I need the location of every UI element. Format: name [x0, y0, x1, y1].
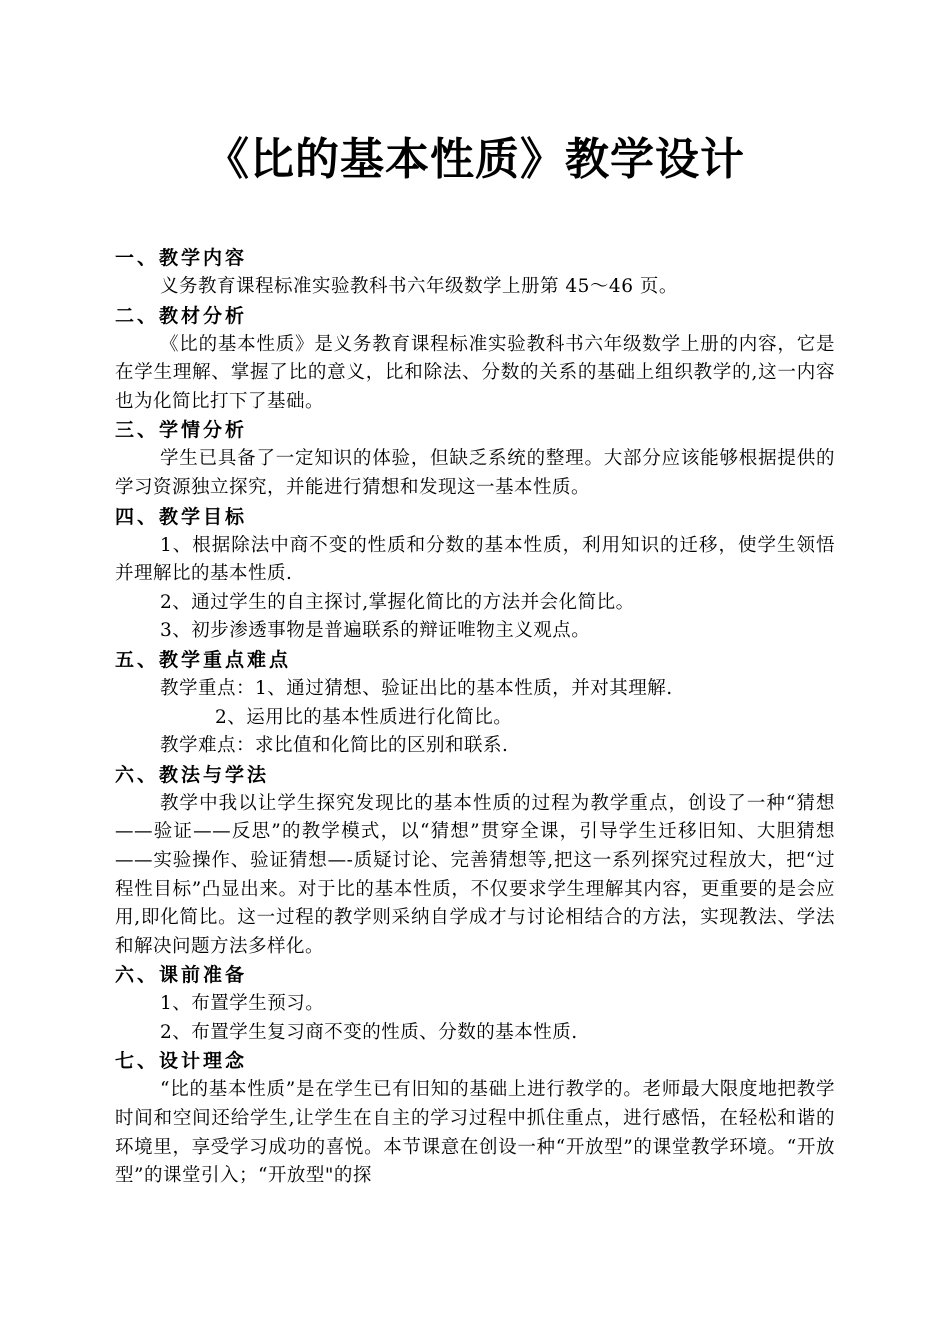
section-heading-objectives: 四、教学目标 [115, 505, 248, 528]
content-line: 义务教育课程标准实验教科书六年级数学上册第 45～46 页。 [160, 276, 678, 297]
section-heading-content: 一、教学内容 [115, 247, 248, 269]
design-concept-paragraph: “比的基本性质”是在学生已有旧知的基础上进行教学的。老师最大限度地把教学时间和空间还给学生,让学生在自主的学习过程中抓住重点，进行感悟，在轻松和谐的环境里，享受学习成功的喜悦。本节课意在创设一种“开放型”的课堂教学环境。“开放型”的课堂引入；“开放型"的探 [115, 1079, 835, 1187]
document-body [115, 244, 835, 1191]
objective-1: 1、根据除法中商不变的性质和分数的基本性质，利用知识的迁移，使学生领悟并理解比的基本性质. [115, 534, 835, 585]
section-heading-methods: 六、教法与学法 [115, 763, 270, 786]
objective-3: 3、初步渗透事物是普遍联系的辩证唯物主义观点。 [160, 620, 591, 642]
section-heading-preparation: 六、课前准备 [115, 964, 248, 987]
student-analysis-paragraph: 学生已具备了一定知识的体验，但缺乏系统的整理。大部分应该能够根据提供的学习资源独立探究，并能进行猜想和发现这一基本性质。 [115, 448, 835, 498]
difficulty-line: 教学难点：求比值和化简比的区别和联系. [160, 735, 509, 757]
section-heading-student-analysis: 三、学情分析 [115, 419, 248, 442]
material-analysis-paragraph: 《比的基本性质》是义务教育课程标准实验教科书六年级数学上册的内容，它是在学生理解、掌握了比的意义，比和除法、分数的关系的基础上组织教学的,这一内容也为化简比打下了基础。 [115, 333, 835, 412]
methods-paragraph: 教学中我以让学生探究发现比的基本性质的过程为教学重点，创设了一种“猜想——验证——反思”的教学模式，以“猜想”贯穿全课，引导学生迁移旧知、大胆猜想——实验操作、验证猜想—-质疑讨论、完善猜想等,把这一系列探究过程放大，把“过程性目标”凸显出来。对于比的基本性质，不仅要求学生理解其内容，更重要的是会应用,即化简比。这一过程的教学则采纳自学成才与讨论相结合的方法，实现教法、学法和解决问题方法多样化。 [115, 792, 835, 957]
key-point-2: 2、运用比的基本性质进行化简比。 [215, 706, 513, 728]
objective-2: 2、通过学生的自主探讨,掌握化简比的方法并会化简比。 [160, 591, 635, 613]
preparation-1: 1、布置学生预习。 [160, 993, 325, 1015]
preparation-2: 2、布置学生复习商不变的性质、分数的基本性质. [160, 1021, 578, 1043]
section-heading-design-concept: 七、设计理念 [115, 1050, 248, 1073]
section-heading-key-points: 五、教学重点难点 [115, 648, 292, 671]
section-heading-material-analysis: 二、教材分析 [115, 304, 248, 327]
document-title: 《比的基本性质》教学设计 [205, 134, 745, 185]
key-point-1: 教学重点：1、通过猜想、验证出比的基本性质，并对其理解. [160, 677, 673, 699]
